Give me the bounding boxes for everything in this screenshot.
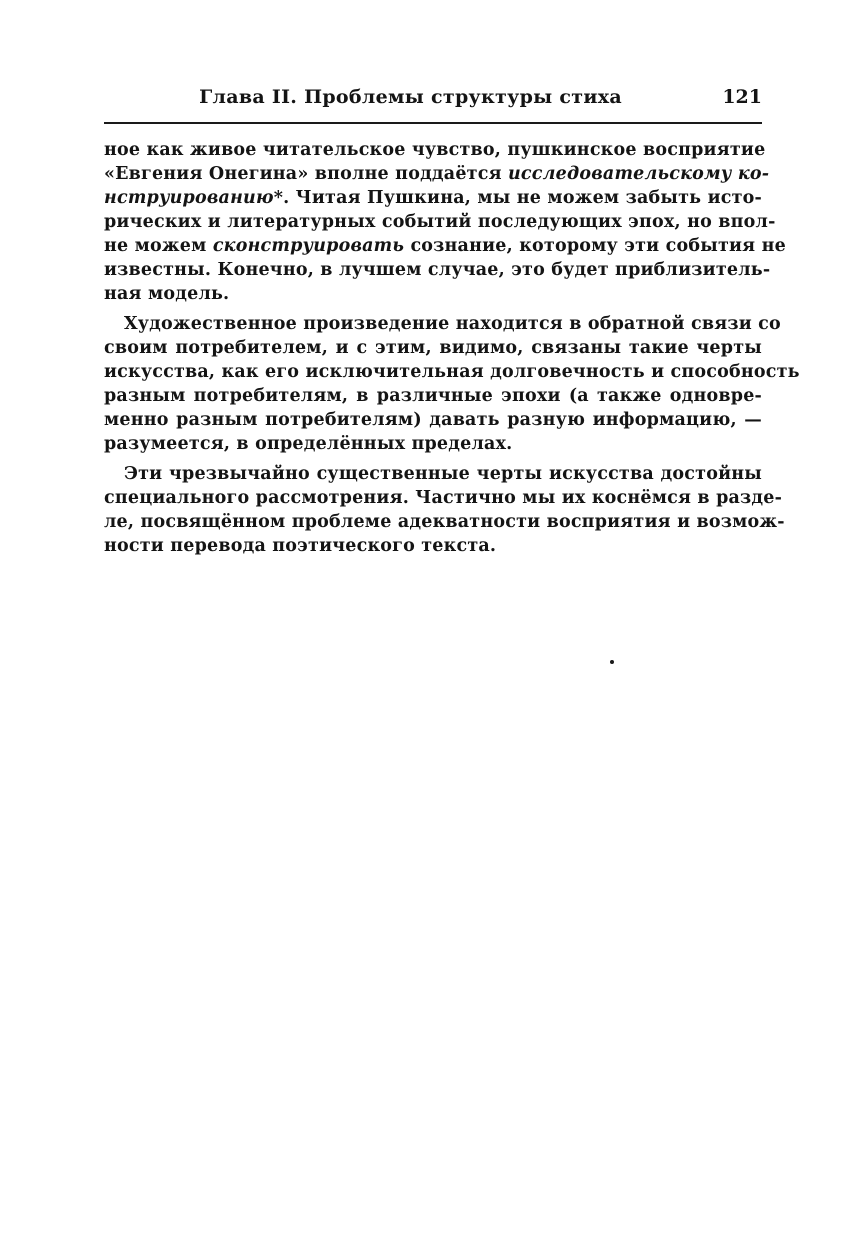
paragraph — [104, 138, 786, 306]
text-line — [104, 408, 762, 432]
text-run: ле, посвящённом проблеме адекватности восприятия и возмож- — [104, 512, 785, 532]
text-run: ности перевода поэтического текста. — [104, 536, 497, 556]
running-head — [104, 86, 762, 114]
text-line — [104, 510, 785, 534]
text-line — [104, 360, 800, 384]
text-run: разумеется, в определённых пределах. — [104, 434, 513, 454]
text-run: известны. Конечно, в лучшем случае, это будет приблизитель- — [104, 260, 771, 280]
text-line — [104, 234, 786, 258]
text-run: разным потребителям, в различные эпохи (а также одновре- — [104, 386, 762, 406]
body-text — [104, 138, 800, 558]
chapter-title: Глава II. Проблемы структуры стиха — [199, 86, 622, 108]
text-line — [104, 432, 762, 456]
text-run: Эти чрезвычайно существенные черты искусства достойны — [124, 464, 762, 484]
text-line — [104, 282, 762, 306]
text-run: искусства, как его исключительная долговечность и способность — [104, 362, 800, 382]
emphasized-text: исследовательскому ко- — [508, 164, 770, 184]
text-line — [104, 210, 776, 234]
text-run: ное как живое читательское чувство, пушкинское восприятие — [104, 140, 766, 160]
emphasized-text: нструированию* — [104, 188, 284, 208]
text-run: специального рассмотрения. Частично мы их коснёмся в разде- — [104, 488, 783, 508]
text-line — [104, 162, 770, 186]
print-speck — [610, 660, 614, 664]
text-run: не можем — [104, 236, 213, 256]
text-line — [104, 486, 783, 510]
text-run: «Евгения Онегина» вполне поддаётся — [104, 164, 508, 184]
text-line — [104, 312, 781, 336]
paragraph — [104, 462, 785, 558]
text-line — [104, 186, 762, 210]
text-run: своим потребителем, и с этим, видимо, связаны такие черты — [104, 338, 762, 358]
text-line — [104, 336, 762, 360]
text-run: . Читая Пушкина, мы не можем забыть исто- — [283, 188, 762, 208]
text-line — [104, 258, 771, 282]
text-line — [104, 138, 766, 162]
paragraph — [104, 312, 800, 456]
text-run: рических и литературных событий последующих эпох, но впол- — [104, 212, 776, 232]
text-line — [104, 462, 762, 486]
text-run: Художественное произведение находится в обратной связи со — [124, 314, 781, 334]
emphasized-text: сконструировать — [212, 236, 405, 256]
text-run: сознание, которому эти события не — [404, 236, 786, 256]
header-rule — [104, 122, 762, 124]
text-run: ная модель. — [104, 284, 230, 304]
text-line — [104, 384, 762, 408]
text-run: менно разным потребителям) давать разную информацию, — — [104, 410, 762, 430]
text-line — [104, 534, 762, 558]
page-number: 121 — [722, 86, 762, 108]
